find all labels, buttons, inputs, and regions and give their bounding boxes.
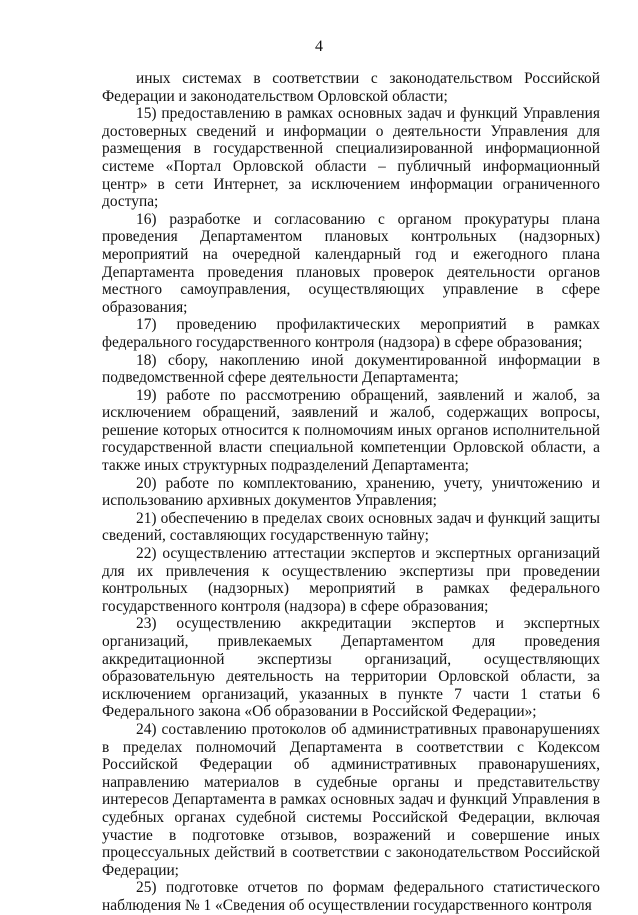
paragraph-item-17: 17) проведению профилактических мероприятий в рамках федерального государственного контроля (надзора) в сфере образования; [102,316,600,351]
paragraph-item-22: 22) осуществлению аттестации экспертов и экспертных организаций для их привлечения к осуществлению экспертизы при проведении контрольных (надзорных) мероприятий в рамках федерального государственного контроля (надзора) в сфере образования; [102,545,600,615]
document-body [102,70,600,915]
paragraph-item-18: 18) сбору, накоплению иной документированной информации в подведомственной сфере деятельности Департамента; [102,351,600,387]
paragraph-item-20: 20) работе по комплектованию, хранению, учету, уничтожению и использованию архивных документов Управления; [102,474,600,510]
paragraph-item-23: 23) осуществлению аккредитации экспертов и экспертных организаций, привлекаемых Департаментом для проведения аккредитационной экспертизы организаций, осуществляющих образовательную деятельность на территории Орловской области, за исключением организаций, указанных в пункте 7 части 1 статьи 6 Федерального закона «Об образовании в Российской Федерации»; [102,615,600,721]
paragraph-continuation: иных системах в соответствии с законодательством Российской Федерации и законодательством Орловской области; [102,70,600,105]
paragraph-item-16: 16) разработке и согласованию с органом прокуратуры плана проведения Департаментом плановых контрольных (надзорных) мероприятий на очередной календарный год и ежегодного плана Департамента проведения плановых проверок деятельности органов местного самоуправления, осуществляющих управление в сфере образования; [102,210,600,316]
page-number: 4 [315,38,323,55]
paragraph-item-21: 21) обеспечению в пределах своих основных задач и функций защиты сведений, составляющих государственную тайну; [102,509,600,545]
paragraph-item-25: 25) подготовке отчетов по формам федерального статистического наблюдения № 1 «Сведения об осуществлении государственного контроля [102,879,600,914]
paragraph-item-15: 15) предоставлению в рамках основных задач и функций Управления достоверных сведений и информации о деятельности Управления для размещения в государственной специализированной информационной системе «Портал Орловской области – публичный информационный центр» в сети Интернет, за исключением информации ограниченного доступа; [102,105,600,211]
paragraph-item-24: 24) составлению протоколов об административных правонарушениях в пределах полномочий Департамента в соответствии с Кодексом Российской Федерации об административных правонарушениях, направлению материалов в судебные органы и представительству интересов Департамента в рамках основных задач и функций Управления в судебных органах судебной системы Российской Федерации, включая участие в подготовке отзывов, возражений и совершение иных процессуальных действий в соответствии с законодательством Российской Федерации; [102,720,600,879]
paragraph-item-19: 19) работе по рассмотрению обращений, заявлений и жалоб, за исключением обращений, заявлений и жалоб, содержащих вопросы, решение которых относится к полномочиям иных органов исполнительной государственной власти специальной компетенции Орловской области, а также иных структурных подразделений Департамента; [102,386,600,475]
